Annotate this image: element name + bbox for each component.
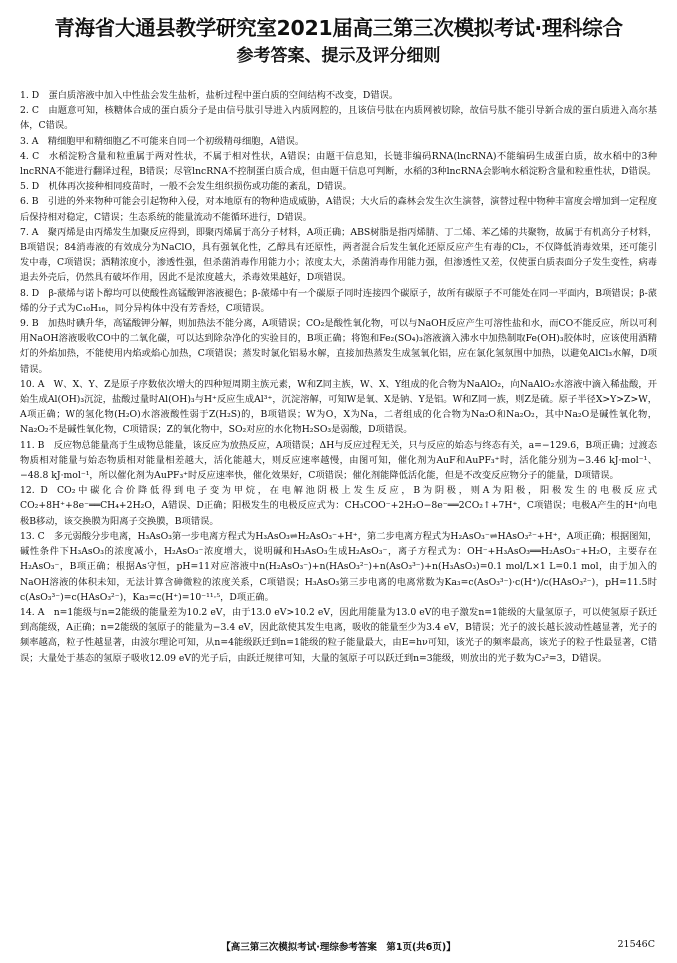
answer-text: W、X、Y、Z是原子序数依次增大的四种短周期主族元素，W和Z同主族，W、X、Y组成的化合物为NaAlO₂，向NaAlO₂水溶液中滴入稀盐酸，开始生成Al(OH)₃沉淀，盐酸过量时Al(OH)₃与H⁺反应生成Al³⁺，沉淀溶解，可知W是氧、X是钠、Y是铝。W和Z同一族，则Z是硫。原子半径X>Y>Z>W，A项正确；W的氢化物(H₂O)水溶液酸性弱于Z(H₂S)的，B项错误；W为O，X为Na，二者组成的化合物为Na₂O和Na₂O₂，其中Na₂O是碱性氧化物，Na₂O₂不是碱性氧化物，C项错误；Z的氧化物中，SO₂对应的水化物H₂SO₃是弱酸，D项错误。 [20, 378, 657, 436]
answer-number: 13. C [20, 530, 45, 542]
answer-number: 11. B [20, 439, 45, 451]
page-subtitle: 参考答案、提示及评分细则 [236, 46, 441, 66]
answer-text: 精细胞甲和精细胞乙不可能来自同一个初级精母细胞，A错误。 [47, 135, 305, 147]
answer-item [20, 103, 657, 133]
answer-number: 9. B [20, 318, 39, 330]
answer-list [20, 88, 657, 666]
page-title: 青海省大通县教学研究室2021届高三第三次模拟考试·理科综合 [54, 16, 623, 40]
answer-text: β-蒎烯与诺卜醇均可以使酸性高锰酸钾溶液褪色；β-蒎烯中有一个碳原子同时连接四个碳原子，故所有碳原子不可能处在同一平面内，B项错误；β-蒎烯的分子式为C₁₀H₁₆，同分异构体中没有芳香烃，C项错误。 [20, 287, 657, 314]
answer-number: 12. D [20, 485, 48, 497]
answer-item [20, 316, 657, 377]
answer-text: 蛋白质溶液中加入中性盐会发生盐析，盐析过程中蛋白质的空间结构不改变，D错误。 [48, 90, 399, 101]
answer-item [20, 88, 657, 103]
answer-item [20, 605, 657, 666]
answer-number: 2. C [20, 105, 39, 117]
answer-text: 加热时碘升华，高锰酸钾分解，则加热法不能分离，A项错误；CO₂是酸性氧化物，可以与NaOH反应产生可溶性盐和水，而CO不能反应，所以可利用NaOH溶液吸收CO中的二氧化碳，可以达到除杂净化的实验目的，B项正确；将饱和Fe₂(SO₄)₃溶液滴入沸水中加热制取Fe(OH)₃胶体时，应该使用酒精灯的外焰加热，不能使用内焰或焰心加热，C项错误；蒸发时氯化铝易水解，直接加热蒸发生成氢氧化铝，应在氯化氢氛围中加热，以避免AlCl₃水解，D项错误。 [20, 318, 657, 375]
answer-text: CO₂中碳化合价降低得到电子变为甲烷，在电解池阴极上发生反应，B为阴极，则A为阳极，阳极发生的电极反应式CO₂+8H⁺+8e⁻══CH₄+2H₂O，A错误、D正确；阳极发生的电极反应式为：CH₃COO⁻+2H₂O−8e⁻══2CO₂↑+7H⁺，C项错误；电极A产生的H⁺向电极B移动，该交换膜为阳离子交换膜，B项错误。 [20, 485, 657, 527]
answer-item [20, 377, 657, 438]
answer-number: 3. A [20, 135, 39, 147]
answer-number: 8. D [20, 287, 40, 299]
answer-item [20, 483, 657, 529]
answer-item [20, 179, 657, 194]
footer-doc-code: 21546C [617, 939, 655, 950]
answer-item [20, 194, 657, 224]
answer-item [20, 149, 657, 179]
page-footer [0, 939, 677, 955]
answer-number: 1. D [20, 90, 40, 101]
answer-number: 10. A [20, 378, 45, 390]
answer-item [20, 225, 657, 286]
answer-text: 多元弱酸分步电离，H₃AsO₃第一步电离方程式为H₃AsO₃⇌H₂AsO₃⁻+H⁺，第二步电离方程式为H₂AsO₃⁻⇌HAsO₃²⁻+H⁺，A项正确；根据图知，碱性条件下H₃AsO₃的浓度减小，H₂AsO₃⁻浓度增大，说明碱和H₃AsO₃生成H₂AsO₃⁻，离子方程式为：OH⁻+H₃AsO₃══H₂AsO₃⁻+H₂O，主要存在H₂AsO₃⁻，B项正确；根据As守恒，pH=11对应溶液中n(H₂AsO₃⁻)+n(HAsO₃²⁻)+n(AsO₃³⁻)+n(H₃AsO₃)=0.1 mol/L×1 L=0.1 mol，由于加入的NaOH溶液的体积未知，无法计算含砷微粒的浓度关系，C项错误；H₃AsO₃第三步电离的电离常数为Ka₃=c(AsO₃³⁻)·c(H⁺)/c(HAsO₃²⁻)，pH=11.5时c(AsO₃³⁻)=c(HAsO₃²⁻)，Ka₃=c(H⁺)=10⁻¹¹·⁵，D项正确。 [20, 530, 657, 603]
answer-text: 水稻淀粉含量和粒重属于两对性状，不属于相对性状，A错误；由题干信息知，长链非编码RNA(lncRNA)不能编码生成蛋白质，故水稻中的3种lncRNA不能进行翻译过程，B错误；尽管lncRNA不控制蛋白质合成，但由题干信息可判断，水稻的3种lncRNA会影响水稻淀粉含量和粒重性状，D错误。 [20, 150, 657, 178]
answer-item [20, 134, 657, 149]
answer-text: 机体再次接种相同疫苗时，一般不会发生组织损伤或功能的紊乱，D错误。 [48, 181, 352, 193]
answer-number: 6. B [20, 196, 39, 208]
answer-text: 引进的外来物种可能会引起物种入侵，对本地原有的物种造成威胁，A错误；大火后的森林会发生次生演替，演替过程中物种丰富度会增加到一定程度后保持相对稳定，C错误；生态系统的能量流动不能循环进行，D错误。 [20, 196, 657, 223]
answer-text: 聚丙烯是由丙烯发生加聚反应得到，即聚丙烯属于高分子材料，A项正确；ABS树脂是指丙烯腈、丁二烯、苯乙烯的共聚物，故属于有机高分子材料，B项错误；84消毒液的有效成分为NaClO，具有强氧化性，乙醇具有还原性，两者混合后发生氧化还原反应产生有毒的Cl₂，不仅降低消毒效果，还可能引发中毒，C项错误；酒精浓度小，渗透性强，但杀菌消毒作用能力小；浓度太大，杀菌消毒作用能力强，但渗透性又差，仅使蛋白质表面分子发生变性，病毒退去外壳后，仍然具有破坏作用，因此不是浓度越大，杀毒效果越好，D项错误。 [20, 226, 657, 284]
answer-number: 4. C [20, 150, 40, 162]
answer-number: 7. A [20, 226, 39, 238]
answer-item [20, 529, 657, 605]
answer-number: 14. A [20, 606, 45, 618]
answer-item [20, 438, 657, 484]
answer-number: 5. D [20, 181, 40, 193]
answer-item [20, 286, 657, 316]
footer-page-info: 【高三第三次模拟考试·理综参考答案 第1页(共6页)】 [221, 942, 456, 953]
answer-text: n=1能级与n=2能级的能量差为10.2 eV，由于13.0 eV>10.2 eV，因此用能量为13.0 eV的电子激发n=1能级的大量氢原子，可以使氢原子跃迁到高能级，A正确；n=2能级的氢原子的能量为−3.4 eV，因此欲使其发生电离，吸收的能量至少为3.4 eV，B错误；光子的波长越长波动性越显著，光子的频率越高，粒子性越显著，由波尔理论可知，从n=4能级跃迁到n=1能级的粒子能量最大，由E=hν可知，该光子的频率最高，该光子的粒子性最显著，C错误；大量处于基态的氢原子吸收12.09 eV的光子后，由跃迁规律可知，大量的氢原子可以跃迁到n=3能级，则放出的光子数为C₃²=3，D错误。 [20, 606, 657, 664]
answer-text: 反应物总能量高于生成物总能量，该反应为放热反应，A项错误；ΔH与反应过程无关，只与反应的始态与终态有关，a=−129.6，B项正确；过渡态物质相对能量与始态物质相对能量相差越大，活化能越大，则反应速率越慢，由图可知，催化剂为AuF和AuPF₃⁺时，活化能分别为−3.46 kJ·mol⁻¹、−48.8 kJ·mol⁻¹，所以催化剂为AuPF₃⁺时反应速率快，催化效果好，C项错误；催化剂能降低活化能，但是不改变反应物分子的能量，D项错误。 [20, 439, 658, 482]
answer-text: 由题意可知，核糖体合成的蛋白质分子是由信号肽引导进入内质网腔的，且该信号肽在内质网被切除，故信号肽不能引导新合成的蛋白质进入高尔基体，C错误。 [20, 105, 658, 132]
